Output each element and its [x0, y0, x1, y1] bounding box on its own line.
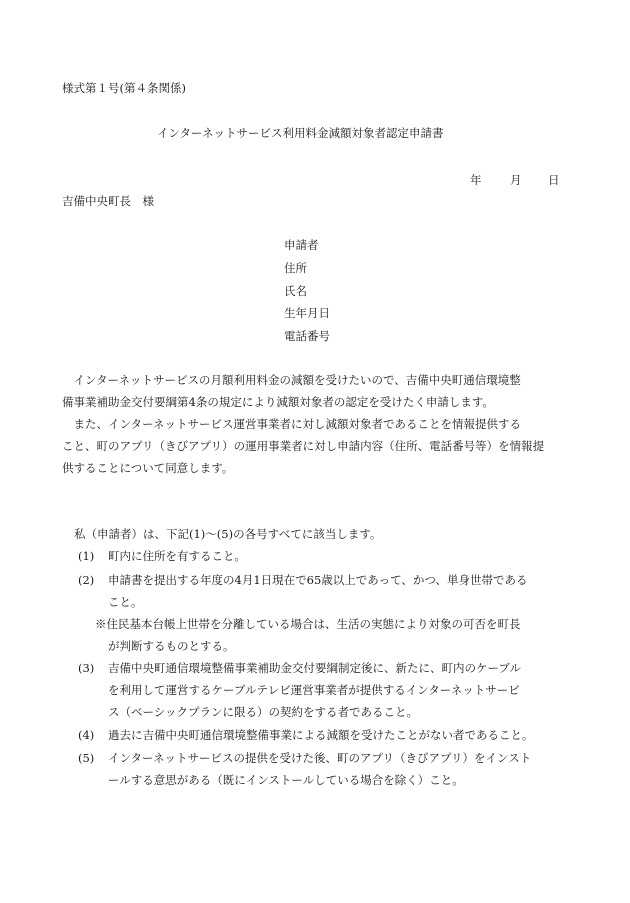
- declaration: 私（申請者）は、下記(1)～(5)の各号すべてに該当します。: [74, 527, 382, 541]
- addressee: 吉備中央町長 様: [62, 194, 154, 208]
- condition-text: ス（ベーシックプランに限る）の契約をする者であること。: [108, 705, 419, 719]
- condition-number: (5): [78, 751, 95, 765]
- condition-note: ※住民基本台帳上世帯を分離している場合は、生活の実態により対象の可否を町長: [95, 617, 521, 631]
- condition-note: が判断するものとする。: [108, 639, 235, 653]
- condition-text: ールする意思がある（既にインストールしている場合を除く）こと。: [108, 773, 464, 787]
- request-line: 備事業補助金交付要綱第4条の規定により減額対象者の認定を受けたく申請します。: [62, 395, 494, 409]
- request-paragraph: [62, 369, 577, 413]
- condition-number: (3): [78, 661, 95, 675]
- applicant-heading: 申請者: [284, 238, 319, 252]
- date-year-label: 年: [470, 173, 482, 187]
- form-number: 様式第１号(第４条関係): [62, 81, 186, 95]
- date-day-label: 日: [548, 173, 560, 187]
- condition-text: 申請書を提出する年度の4月1日現在で65歳以上であって、かつ、単身世帯である: [108, 573, 528, 587]
- address-label: 住所: [284, 261, 307, 275]
- condition-number: (4): [78, 728, 95, 742]
- birthdate-label: 生年月日: [284, 306, 330, 320]
- date-month-label: 月: [510, 173, 522, 187]
- condition-text: こと。: [108, 595, 143, 609]
- document-title: インターネットサービス利用料金減額対象者認定申請書: [157, 126, 444, 140]
- name-label: 氏名: [284, 284, 307, 298]
- condition-text: 町内に住所を有すること。: [108, 549, 246, 563]
- consent-paragraph: [62, 413, 577, 479]
- consent-line: こと、町のアプリ（きびアプリ）の運用事業者に対し申請内容（住所、電話番号等）を情報提: [62, 439, 545, 453]
- condition-number: (2): [78, 573, 95, 587]
- condition-number: (1): [78, 549, 95, 563]
- consent-line: また、インターネットサービス運営事業者に対し減額対象者であることを情報提供する: [62, 417, 521, 431]
- phone-label: 電話番号: [284, 329, 330, 343]
- consent-line: 供することについて同意します。: [62, 461, 234, 475]
- condition-text: 吉備中央町通信環境整備事業補助金交付要綱制定後に、新たに、町内のケーブル: [108, 661, 521, 675]
- condition-text: 過去に吉備中央町通信環境整備事業による減額を受けたことがない者であること。: [108, 728, 534, 742]
- request-line: インターネットサービスの月額利用料金の減額を受けたいので、吉備中央町通信環境整: [62, 373, 521, 387]
- condition-text: インターネットサービスの提供を受けた後、町のアプリ（きびアプリ）をインスト: [108, 751, 532, 765]
- condition-text: を利用して運営するケーブルテレビ運営事業者が提供するインターネットサービ: [108, 683, 520, 697]
